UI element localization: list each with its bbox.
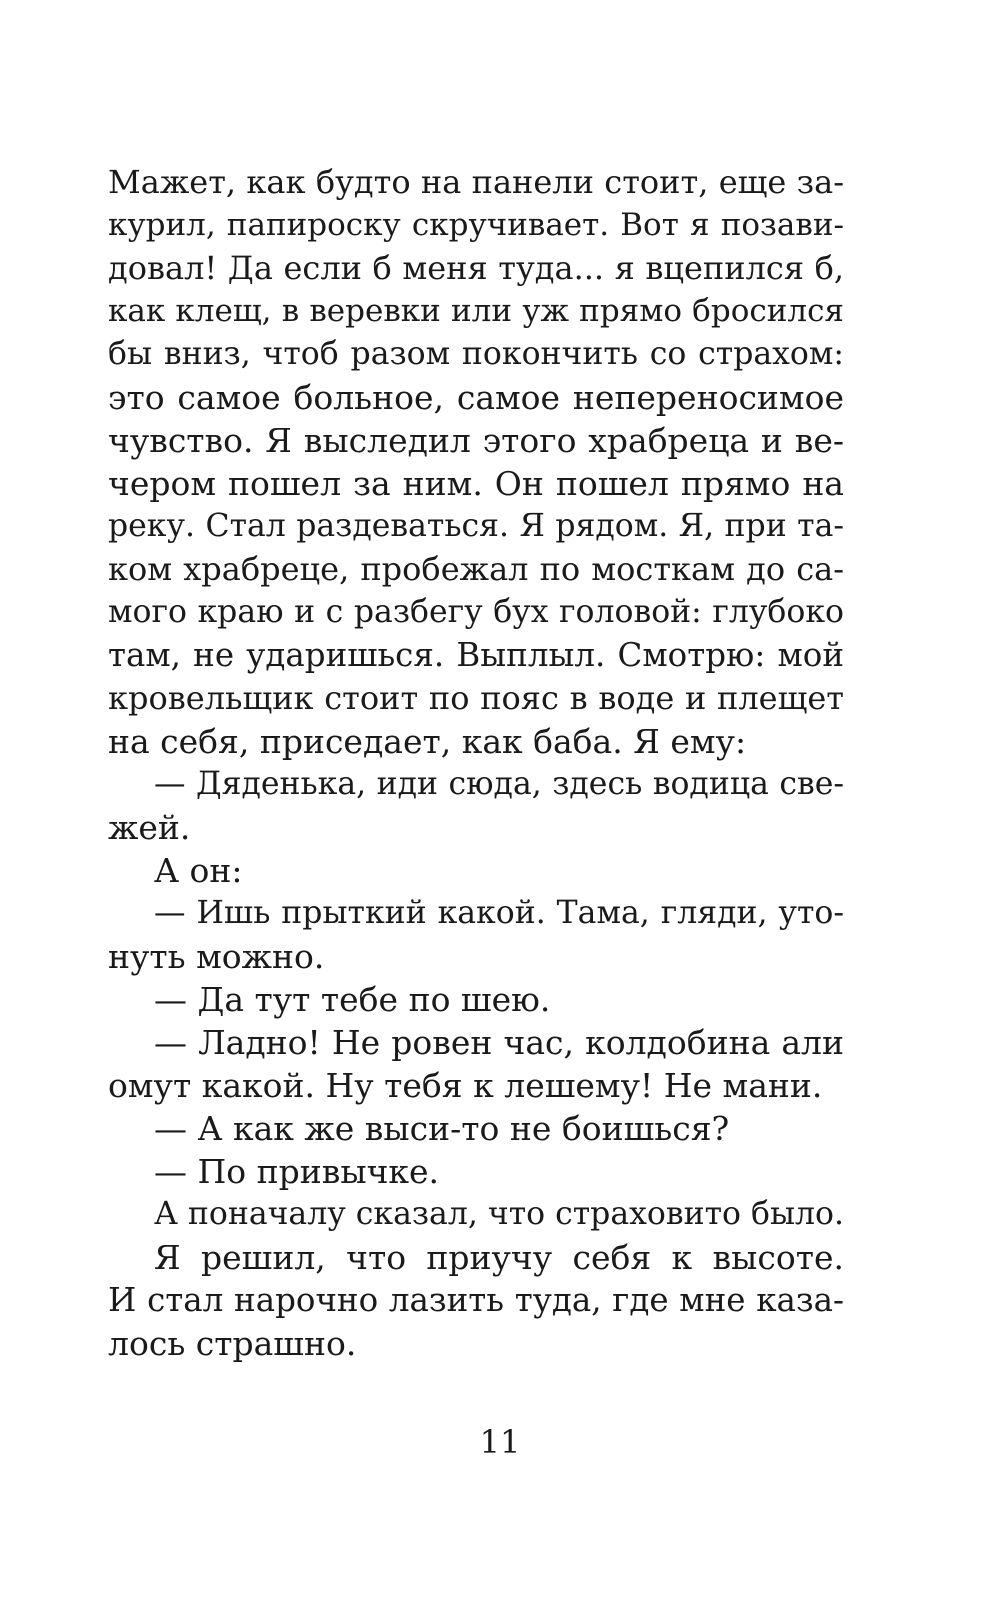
text-line: И стал нарочно лазить туда, где мне каза- — [108, 1281, 844, 1319]
text-line: бы вниз, чтоб разом покончить со страхом: — [108, 336, 844, 372]
text-line: реку. Стал раздеваться. Я рядом. Я, при та- — [108, 508, 844, 544]
text-line: лось страшно. — [108, 1324, 357, 1363]
text-line: А поначалу сказал, что страховито было. — [154, 1196, 845, 1232]
text-line: кровельщик стоит по пояс в воде и плещет — [108, 679, 844, 717]
text-line: это самое больное, самое непереносимое — [108, 378, 844, 417]
text-line: курил, папироску скручивает. Вот я позави- — [108, 207, 844, 243]
body-text — [108, 161, 844, 1365]
text-line: мого краю и с разбегу бух головой: глубоко — [108, 594, 844, 630]
text-line: Мажет, как будто на панели стоит, еще за- — [108, 163, 844, 201]
dialogue-line: — А как же выси-то не боишься? — [154, 1109, 730, 1148]
dialogue-line: — Ишь прыткий какой. Тама, гляди, уто- — [154, 895, 844, 931]
text-line: А он: — [154, 851, 243, 890]
dialogue-line: — По привычке. — [154, 1152, 440, 1191]
text-line: нуть можно. — [108, 937, 325, 976]
text-line: там, не ударишься. Выплыл. Смотрю: мой — [108, 636, 844, 674]
dialogue-line: — Да тут тебе по шею. — [154, 980, 551, 1019]
text-line: чером пошел за ним. Он пошел прямо на — [108, 464, 844, 503]
text-line: чувство. Я выследил этого храбреца и ве- — [108, 421, 844, 460]
text-line: ком храбреце, пробежал по мосткам до са- — [108, 550, 844, 588]
text-line: на себя, приседает, как баба. Я ему: — [108, 722, 747, 761]
text-line: Я решил, что приучу себя к высоте. — [154, 1238, 844, 1277]
text-line: как клещ, в веревки или уж прямо бросился — [108, 293, 844, 329]
dialogue-line: — Ладно! Не ровен час, колдобина али — [154, 1023, 844, 1062]
text-line: довал! Да если б меня туда... я вцепился б, — [108, 249, 844, 287]
text-line: омут какой. Ну тебя к лешему! Не мани. — [108, 1066, 823, 1105]
page-number: 11 — [479, 1423, 521, 1461]
text-line: жей. — [108, 808, 191, 847]
dialogue-line: — Дяденька, иди сюда, здесь водица све- — [154, 766, 844, 802]
